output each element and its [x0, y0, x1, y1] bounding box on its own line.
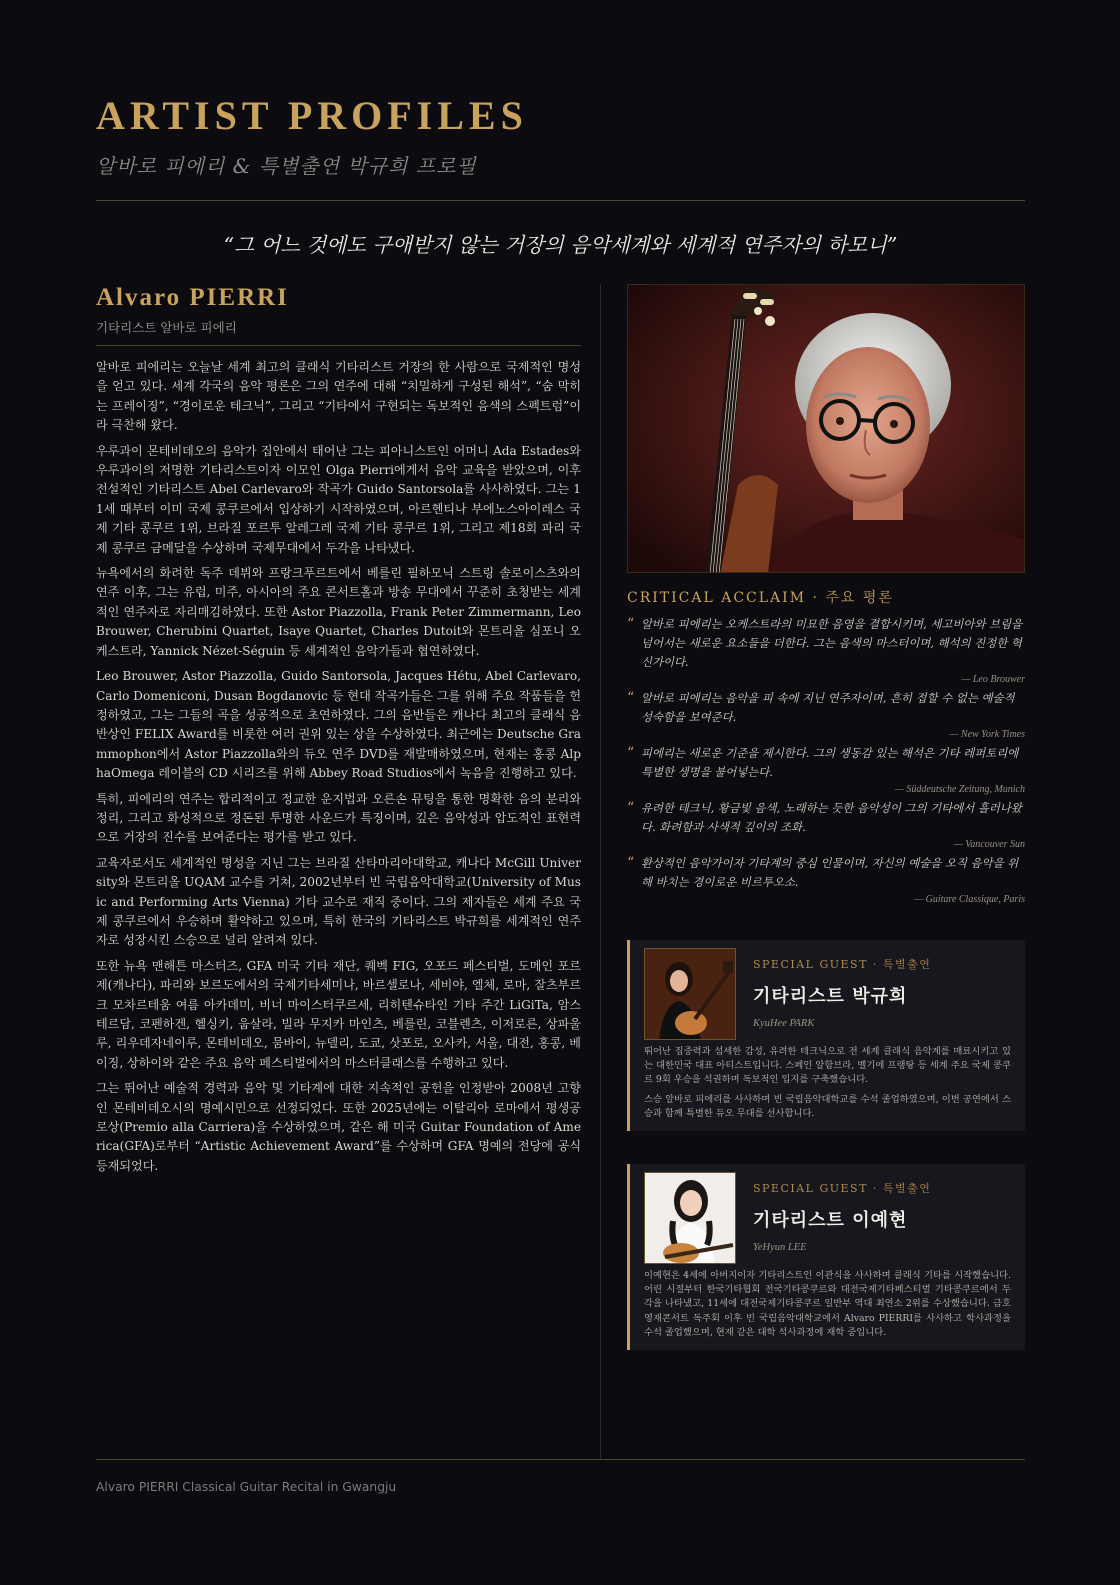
footer-text: Alvaro PIERRI Classical Guitar Recital in Gwangju: [96, 1480, 397, 1494]
acclaim-item: [627, 744, 1025, 795]
acclaim-item: [627, 689, 1025, 740]
artist-section: [96, 284, 581, 1182]
guest-photo: [644, 948, 736, 1040]
acclaim-text: 알바로 피에리는 오케스트라의 미묘한 음영을 결합시키며, 세고비아와 브림을 넘어서는 새로운 요소들을 더한다. 그는 음색의 마스터이며, 해석의 진정한 혁신가이다.: [641, 617, 1023, 669]
guest-tag: SPECIAL GUEST · 특별출연: [753, 1182, 932, 1195]
bio-paragraph: Leo Brouwer, Astor Piazzolla, Guido Santorsola, Jacques Hétu, Abel Carlevaro, Carlo Domeniconi, Dusan Bogdanovic 등 현대 작곡가들은 그를 위해 주요 작품들을 헌정하였고, 그는 그들의 곡을 성공적으로 초연하였다. 그의 음반들은 캐나다 최고의 클래식 음반상인 FELIX Award를 비롯한 여러 권위 있는 상을 수상하였다. 최근에는 Deutsche Grammophon에서 Astor Piazzolla와의 듀오 연주 DVD를 재발매하였으며, 현재는 홍콩 AlphaOmega 레이블의 CD 시리즈를 위해 Abbey Road Studios에서 녹음을 진행하고 있다.: [96, 669, 581, 781]
acclaim-source: — Vancouver Sun: [953, 839, 1025, 850]
quote-mark-icon: “: [627, 745, 635, 761]
quote-mark-icon: “: [627, 800, 635, 816]
bio-paragraph: 우루과이 몬테비데오의 음악가 집안에서 태어난 그는 피아니스트인 어머니 Ada Estades와 우루과이의 저명한 기타리스트이자 이모인 Olga Pierri에게서 음악 교육을 받았으며, 이후 전설적인 기타리스트 Abel Carlevaro와 작곡가 Guido Santorsola를 사사하였다. 그는 11세 때부터 이미 국제 콩쿠르에서 입상하기 시작하였으며, 아르헨티나 부에노스아이레스 국제 기타 콩쿠르 1위, 브라질 포르투 알레그레 국제 기타 콩쿠르 1위, 그리고 제18회 파리 국제 콩쿠르 금메달을 수상하며 국제무대에서 두각을 나타냈다.: [96, 443, 581, 555]
artist-name: Alvaro PIERRI: [96, 284, 289, 311]
bio-paragraph: 특히, 피에리의 연주는 합리적이고 정교한 운지법과 오른손 뮤팅을 통한 명확한 음의 분리와 정리, 그리고 화성적으로 정돈된 투명한 사운드가 특징이며, 깊은 음악성과 압도적인 표현력으로 거장의 진수를 보여준다는 평가를 받고 있다.: [96, 791, 581, 845]
quote-mark-icon: “: [627, 616, 635, 632]
page: [96, 0, 1025, 1585]
acclaim-text: 유려한 테크닉, 황금빛 음색, 노래하는 듯한 음악성이 그의 기타에서 흘러나왔다. 화려함과 사색적 깊이의 조화.: [641, 801, 1022, 834]
bio-paragraph: 뉴욕에서의 화려한 독주 데뷔와 프랑크푸르트에서 베를린 필하모닉 스트링 솔로이스츠와의 연주 이후, 그는 유럽, 미주, 아시아의 주요 콘서트홀과 방송 무대에서 꾸준히 초청받는 세계적인 연주자로 자리매김하였다. 또한 Astor Piazzolla, Frank Peter Zimmermann, Leo Brouwer, Cherubini Quartet, Isaye Quartet, Charles Dutoit와 몬트리올 심포니 오케스트라, Yannick Nézet-Séguin 등 세계적인 음악가들과 협연하였다.: [96, 566, 581, 658]
acclaim-source: — Leo Brouwer: [961, 674, 1025, 685]
guest-card-kyuhee-park: [627, 940, 1025, 1131]
guest-name-en: YeHyun LEE: [753, 1242, 807, 1253]
quote-mark-icon: “: [627, 855, 635, 871]
bio-paragraph: 알바로 피에리는 오늘날 세계 최고의 클래식 기타리스트 거장의 한 사람으로 국제적인 명성을 얻고 있다. 세계 각국의 음악 평론은 그의 연주에 대해 “치밀하게 구성된 해석”, “숨 막히는 프레이징”, “경이로운 테크닉”, 그리고 “기타에서 구현되는 독보적인 음색의 스펙트럼”이라 극찬해 왔다.: [96, 360, 581, 433]
acclaim-source: — Süddeutsche Zeitung, Munich: [895, 784, 1025, 795]
guitarist-portrait-illustration: [645, 949, 736, 1040]
bio-paragraph: 그는 뛰어난 예술적 경력과 음악 및 기타계에 대한 지속적인 공헌을 인정받아 2008년 고향인 몬테비데오시의 명예시민으로 선정되었다. 또한 2025년에는 이탈리아 로마에서 평생공로상(Premio alla Carriera)을 수상하였으며, 같은 해 미국 Guitar Foundation of America(GFA)로부터 “Artistic Achievement Award”를 수상하며 GFA 명예의 전당에 공식 등재되었다.: [96, 1081, 581, 1173]
column-divider: [600, 284, 601, 1459]
acclaim-source: — Guitare Classique, Paris: [914, 894, 1025, 905]
guest-card-yehyun-lee: [627, 1164, 1025, 1350]
acclaim-item: [627, 799, 1025, 850]
guest-bio: [644, 1269, 1011, 1340]
sidebar: [627, 284, 1025, 1338]
footer-divider: [96, 1459, 1025, 1460]
guest-tag: SPECIAL GUEST · 특별출연: [753, 958, 932, 971]
page-title: ARTIST PROFILES: [96, 93, 528, 138]
acclaim-item: [627, 854, 1025, 905]
artist-portrait-illustration: [628, 285, 1025, 573]
acclaim-item: [627, 615, 1025, 685]
acclaim-text: 환상적인 음악가이자 기타계의 중심 인물이며, 자신의 예술을 오직 음악을 위해 바치는 경이로운 비르투오소.: [641, 856, 1019, 889]
acclaim-list: [627, 615, 1025, 905]
artist-role: 기타리스트 알바로 피에리: [96, 320, 237, 335]
quote-mark-icon: “: [627, 690, 635, 706]
bio-paragraph: 또한 뉴욕 맨해튼 마스터즈, GFA 미국 기타 재단, 퀘벡 FIG, 오포드 페스티벌, 도메인 포르제(캐나다), 파리와 보르도에서의 국제기타세미나, 바르셀로나, 세비야, 엘체, 로마, 잘츠부르크 모차르테움 여름 아카데미, 비너 마이스터쿠르세, 리히텐슈타인 기타 주간 LiGiTa, 암스테르담, 코펜하겐, 헬싱키, 웁살라, 빌라 무지카 마인츠, 베를린, 코블렌츠, 이저로른, 상파울루, 리우데자네이루, 몬테비데오, 뭄바이, 뉴델리, 도쿄, 삿포로, 오사카, 서울, 대전, 홍콩, 베이징, 상하이와 같은 주요 음악 페스티벌에서의 마스터클래스를 수행하고 있다.: [96, 958, 581, 1070]
artist-bio: [96, 358, 581, 1176]
bio-paragraph: 교육자로서도 세계적인 명성을 지닌 그는 브라질 산타마리아대학교, 캐나다 McGill University와 몬트리올 UQAM 교수를 거쳐, 2002년부터 빈 국립음악대학교(University of Music and Performing Arts Vienna) 기타 교수로 재직 중이다. 그의 제자들은 세계 주요 국제 콩쿠르에서 우승하며 활약하고 있으며, 특히 한국의 기타리스트 박규희를 세계적인 연주자로 성장시킨 스승으로 널리 알려져 있다.: [96, 855, 581, 948]
acclaim-title: CRITICAL ACCLAIM · 주요 평론: [627, 590, 894, 606]
guest-name-en: KyuHee PARK: [753, 1018, 815, 1029]
headline-quote: “그 어느 것에도 구애받지 않는 거장의 음악세계와 세계적 연주자의 하모니”: [223, 233, 898, 257]
guest-photo: [644, 1172, 736, 1264]
page-subtitle: 알바로 피에리 & 특별출연 박규희 프로필: [96, 154, 477, 178]
acclaim-text: 알바로 피에리는 음악을 피 속에 지닌 연주자이며, 흔히 접할 수 없는 예술적 성숙함을 보여준다.: [641, 691, 1015, 724]
artist-divider: [96, 345, 581, 346]
artist-photo: [627, 284, 1025, 573]
guest-name: 기타리스트 박규희: [753, 986, 908, 1007]
guest-bio: [644, 1045, 1011, 1121]
acclaim-text: 피에리는 새로운 기준을 제시한다. 그의 생동감 있는 해석은 기타 레퍼토리에 특별한 생명을 불어넣는다.: [641, 746, 1019, 779]
acclaim-source: — New York Times: [949, 729, 1025, 740]
guest-bio-paragraph: 뛰어난 집중력과 섬세한 감성, 유려한 테크닉으로 전 세계 클래식 음악계를 매료시키고 있는 대한민국 대표 아티스트입니다. 스페인 알함브라, 벨기에 프랭탕 등 세계 주요 국제 콩쿠르 9회 우승을 석권하며 독보적인 입지를 구축했습니다.: [644, 1046, 1011, 1086]
header-divider: [96, 200, 1025, 201]
guitarist-portrait-illustration: [645, 1173, 736, 1264]
guest-bio-paragraph: 스승 알바로 피에리를 사사하며 빈 국립음악대학교를 수석 졸업하였으며, 이번 공연에서 스승과 함께 특별한 듀오 무대를 선사합니다.: [644, 1093, 1011, 1119]
guest-name: 기타리스트 이예현: [753, 1210, 908, 1231]
guest-bio-paragraph: 이예현은 4세에 아버지이자 기타리스트인 이관식을 사사하며 클래식 기타를 시작했습니다. 어린 시절부터 한국기타협회 전국기타콩쿠르와 대전국제기타페스티벌 기타콩쿠르에서 두각을 나타냈고, 11세에 대전국제기타콩쿠르 일반부 역대 최연소 2위를 수상했습니다. 금호영재콘서트 독주회 이후 빈 국립음악대학교에서 Alvaro PIERRI를 사사하고 학사과정을 수석 졸업했으며, 현재 같은 대학 석사과정에 재학 중입니다.: [644, 1270, 1011, 1338]
